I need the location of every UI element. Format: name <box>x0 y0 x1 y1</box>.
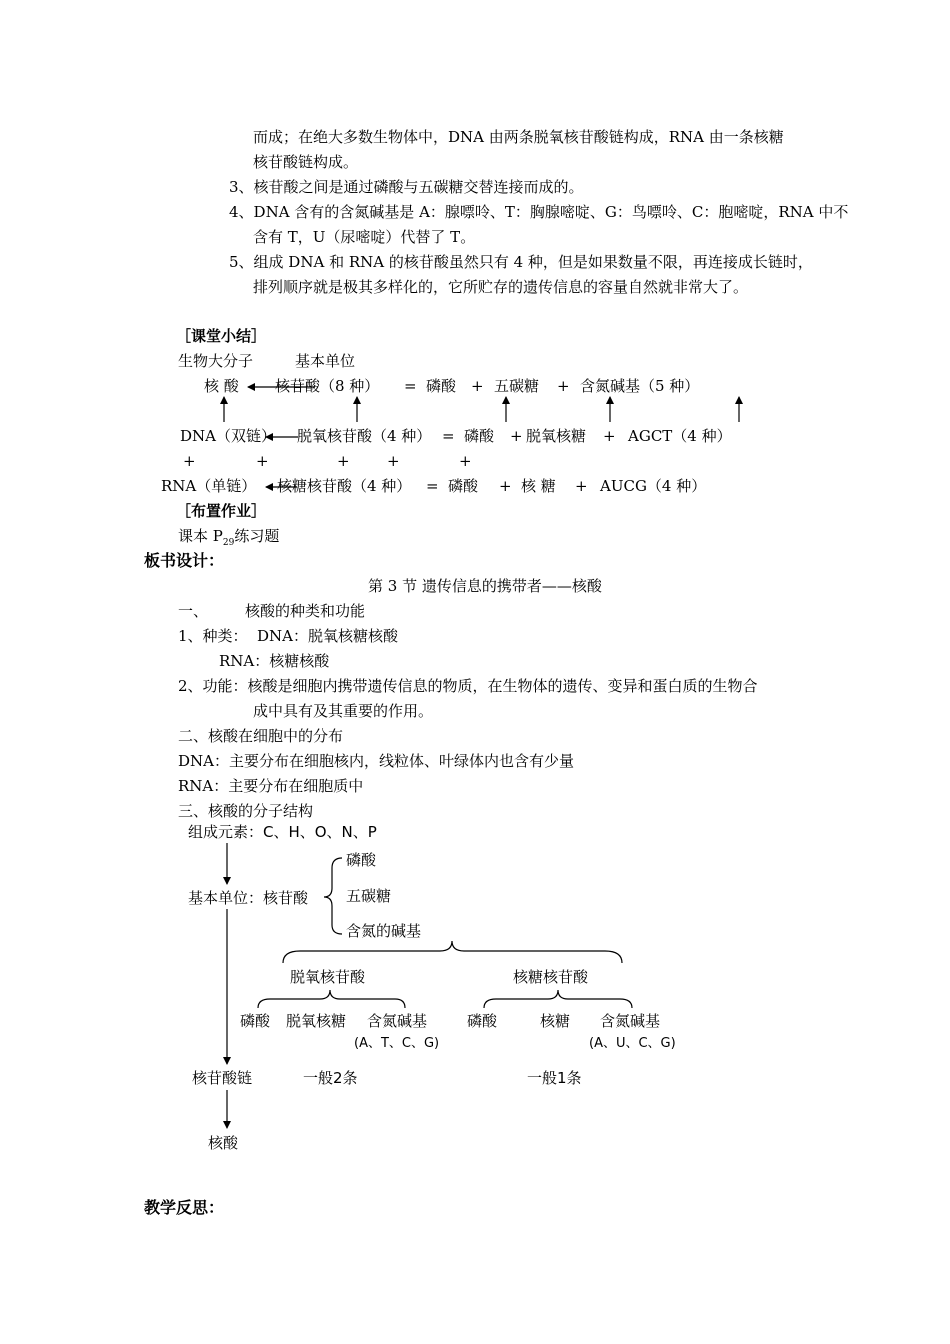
function-line-2: 成中具有及其重要的作用。 <box>253 702 434 720</box>
summary-row3-base: AUCG（4 种） <box>600 477 707 495</box>
diagram-pentose: 五碳糖 <box>346 887 392 905</box>
diagram-elements: 组成元素：C、H、O、N、P <box>188 823 377 841</box>
summary-row1-eq: = <box>404 377 417 395</box>
diagram-rna-chain-count: 一般1条 <box>527 1069 582 1087</box>
summary-row1-acid: 核 酸 <box>204 377 239 395</box>
summary-row3-plus-2: + <box>575 477 588 495</box>
summary-row2-unit: 脱氧核苷酸（4 种） <box>297 427 432 445</box>
point-3: 3、核苷酸之间是通过磷酸与五碳糖交替连接而成的。 <box>229 178 584 196</box>
summary-row2-phosphate: 磷酸 <box>464 427 495 445</box>
summary-row2-plus-2: + <box>603 427 616 445</box>
summary-row3-unit: 核糖核苷酸（4 种） <box>277 477 412 495</box>
summary-col-macromolecule: 生物大分子 <box>178 352 254 370</box>
section-1-title: 核酸的种类和功能 <box>245 602 366 620</box>
summary-row1-phosphate: 磷酸 <box>426 377 457 395</box>
homework-heading: ［布置作业］ <box>176 502 267 520</box>
summary-row3-sugar: 核 糖 <box>521 477 556 495</box>
summary-plus-3: + <box>337 452 350 470</box>
summary-heading: ［课堂小结］ <box>176 327 267 345</box>
kinds-label: 1、种类： <box>178 627 248 645</box>
summary-row3-plus-1: + <box>499 477 512 495</box>
section-1-number: 一、 <box>178 602 209 620</box>
diagram-deoxy-sugar: 脱氧核糖 <box>286 1012 347 1030</box>
diagram-phosphate: 磷酸 <box>346 851 377 869</box>
diagram-ribo-base: 含氮碱基 <box>600 1012 661 1030</box>
summary-plus-2: + <box>256 452 269 470</box>
reflection-heading: 教学反思： <box>144 1198 225 1217</box>
summary-plus-1: + <box>183 452 196 470</box>
diagram-brace-deoxy <box>258 990 405 1008</box>
diagram-brace-components <box>324 858 342 934</box>
diagram-dna-chain-count: 一般2条 <box>303 1069 358 1087</box>
diagram-acid: 核酸 <box>208 1134 239 1152</box>
point-2-line-1: 而成；在绝大多数生物体中，DNA 由两条脱氧核苷酸链构成，RNA 由一条核糖 <box>253 128 784 146</box>
distribution-rna: RNA：主要分布在细胞质中 <box>178 777 364 795</box>
distribution-dna: DNA：主要分布在细胞核内，线粒体、叶绿体内也含有少量 <box>178 752 574 770</box>
summary-row1-plus-2: + <box>557 377 570 395</box>
diagram-chain: 核苷酸链 <box>192 1069 253 1087</box>
diagram-deoxy-bases-list: (A、T、C、G) <box>354 1036 440 1051</box>
point-4-line-1: 4、DNA 含有的含氮碱基是 A：腺嘌呤、T：胸腺嘧啶、G：鸟嘌呤、C：胞嘧啶，RNA 中不 <box>229 203 849 221</box>
summary-row2-base: AGCT（4 种） <box>628 427 732 445</box>
diagram-base: 含氮的碱基 <box>346 922 422 940</box>
diagram-ribo-sugar: 核糖 <box>540 1012 571 1030</box>
summary-row1-sugar: 五碳糖 <box>494 377 540 395</box>
summary-row1-plus-1: + <box>471 377 484 395</box>
point-2-line-2: 核苷酸链构成。 <box>253 153 359 171</box>
diagram-unit: 基本单位：核苷酸 <box>188 889 309 907</box>
summary-row3-eq: = <box>426 477 439 495</box>
summary-plus-4: + <box>387 452 400 470</box>
diagram-ribo-phosphate: 磷酸 <box>467 1012 498 1030</box>
diagram-brace-nucleotide-types <box>283 941 622 963</box>
diagram-brace-ribo <box>484 990 632 1008</box>
summary-row2-plus-1: + <box>510 427 523 445</box>
summary-row2-sugar: 脱氧核糖 <box>526 427 587 445</box>
diagram-ribo-bases-list: (A、U、C、G) <box>589 1036 676 1051</box>
summary-row2-dna: DNA（双链） <box>180 427 276 445</box>
diagram-deoxy-nucleotide: 脱氧核苷酸 <box>290 968 366 986</box>
point-5-line-2: 排列顺序就是极其多样化的，它所贮存的遗传信息的容量自然就非常大了。 <box>253 278 749 296</box>
summary-col-unit: 基本单位 <box>295 352 356 370</box>
summary-row2-eq: = <box>442 427 455 445</box>
summary-row1-base: 含氮碱基（5 种） <box>580 377 700 395</box>
point-4-line-2: 含有 T，U（尿嘧啶）代替了 T。 <box>253 228 476 246</box>
summary-row1-unit: 核苷酸（8 种） <box>275 377 380 395</box>
homework-text: 课本 $P_{29}$练习题 <box>178 527 280 548</box>
board-title: 第 3 节 遗传信息的携带者——核酸 <box>368 577 602 595</box>
board-heading: 板书设计： <box>144 551 225 570</box>
diagram-ribo-nucleotide: 核糖核苷酸 <box>513 968 589 986</box>
function-line-1: 2、功能：核酸是细胞内携带遗传信息的物质，在生物体的遗传、变异和蛋白质的生物合 <box>178 677 758 695</box>
diagram-deoxy-phosphate: 磷酸 <box>240 1012 271 1030</box>
section-3-title: 三、核酸的分子结构 <box>178 802 314 820</box>
summary-row3-rna: RNA（单链） <box>161 477 257 495</box>
summary-plus-5: + <box>459 452 472 470</box>
kinds-rna: RNA：核糖核酸 <box>219 652 330 670</box>
point-5-line-1: 5、组成 DNA 和 RNA 的核苷酸虽然只有 4 种，但是如果数量不限，再连接成长链时， <box>229 253 813 271</box>
summary-row3-phosphate: 磷酸 <box>448 477 479 495</box>
kinds-dna: DNA：脱氧核糖核酸 <box>257 627 398 645</box>
section-2-title: 二、核酸在细胞中的分布 <box>178 727 344 745</box>
diagram-deoxy-base: 含氮碱基 <box>367 1012 428 1030</box>
